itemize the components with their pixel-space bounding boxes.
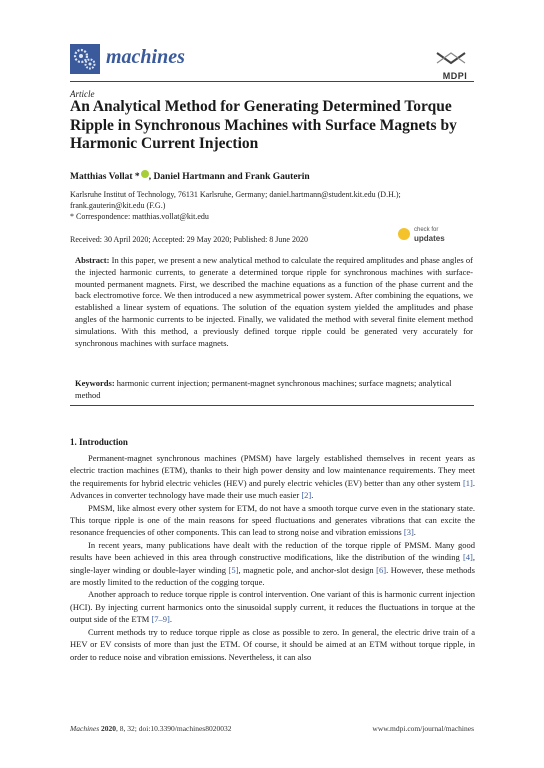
paragraph: Current methods try to reduce torque ripple as close as possible to zero. In general, the electric drive train of a HEV or EV consists of more than just the ETM. Of course, it should be aimed at an ETM without torque ripple, in order to reduce noise and vibration emissions. Nevertheless, it can also — [70, 626, 475, 662]
journal-url[interactable]: www.mdpi.com/journal/machines — [372, 724, 474, 733]
check-updates-line1: check for — [414, 227, 439, 233]
abstract-text: In this paper, we present a new analytical method to calculate the required amplitudes and phase angles of the injected harmonic currents, to generate a determined torque ripple for synchronous machines with surface-mounted permanent magnets. First, we described the machine equations as a function of the phase current and the back electromotive force. We then introduced a new asymmetrical power system. After combining the equations, we established a linear system of equations. The solution of the equation system yielded the amplitudes and phase angles of the harmonic currents to be injected. Finally, we validated the method with several finite element method simulations. With this method, a previously defined torque ripple could be generated very accurately for synchronous machines with surface magnets. — [75, 255, 473, 348]
orcid-icon[interactable] — [141, 170, 149, 178]
abstract-rule — [70, 405, 474, 406]
check-updates-line2: updates — [414, 234, 445, 243]
mdpi-mark-icon — [434, 50, 468, 66]
citation-footer — [70, 724, 231, 733]
publisher-name: MDPI — [442, 71, 468, 81]
article-type: Article — [70, 89, 95, 99]
section-heading: 1. Introduction — [70, 437, 128, 447]
co-authors: , Daniel Hartmann and Frank Gauterin — [148, 172, 310, 182]
citation-link[interactable]: [2] — [301, 490, 312, 501]
abstract — [75, 255, 473, 349]
paper-title: An Analytical Method for Generating Determined Torque Ripple in Synchronous Machines with Surface Magnets by Harmonic Current Injection — [70, 98, 457, 152]
keywords-text: harmonic current injection; permanent-magnet synchronous machines; surface magnets; analytical method — [75, 378, 452, 400]
mdpi-logo — [434, 50, 476, 81]
keywords — [75, 378, 473, 402]
citation-details: , 8, 32; doi:10.3390/machines8020032 — [116, 724, 232, 733]
corresponding-author: Matthias Vollat * — [70, 172, 140, 182]
citation-year: 2020 — [101, 724, 117, 733]
check-updates-icon — [398, 228, 410, 240]
keywords-label: Keywords: — [75, 378, 115, 388]
citation-link[interactable]: [3] — [403, 527, 414, 538]
citation-link[interactable]: [4] — [462, 552, 473, 563]
paragraph: Another approach to reduce torque ripple is control intervention. One variant of this is harmonic current injection (HCI). By injecting current harmonics onto the sinusoidal supply current, it reduces the fluctuations in torque at the output side of the ETM [7–9]. — [70, 589, 475, 625]
author-list — [70, 170, 310, 182]
section-body — [70, 452, 475, 663]
paragraph: Permanent-magnet synchronous machines (PMSM) have largely established themselves in recent years as electric traction machines (ETM), thanks to their high power density and low maintenance requirements. They meet the requirements for hybrid electric vehicles (HEV) and purely electric vehicles (EV) better than any other system [1]. Advances in converter technology have made their use much easier [2]. — [70, 453, 475, 501]
header-rule — [70, 81, 474, 82]
paragraph: PMSM, like almost every other system for ETM, do not have a smooth torque curve even in the stationary state. This torque ripple is one of the main reasons for speed fluctuations and generates vibrations that can excite the resonance frequencies of other components. This can lead to strong noise and vibration emissions [3]. — [70, 502, 475, 538]
affiliation: Karlsruhe Institut of Technology, 76131 Karlsruhe, Germany; daniel.hartmann@student.kit.edu (D.H.); frank.gauterin@kit.edu (F.G.) — [70, 190, 401, 210]
paragraph: In recent years, many publications have dealt with the reduction of the torque ripple of PMSM. Many good results have been achieved in this area through constructive modifications, like the distribution of the winding [4], single-layer winding or double-layer winding [5], magnetic pole, and anchor-slot design [6]. However, these methods are mostly limited to the reduction of the cogging torque. — [70, 539, 475, 588]
abstract-label: Abstract: — [75, 255, 110, 265]
journal-logo — [70, 44, 100, 74]
journal-name: machines — [106, 46, 185, 68]
correspondence: * Correspondence: matthias.vollat@kit.edu — [70, 212, 209, 221]
citation-link[interactable]: [6] — [376, 564, 387, 575]
gears-icon — [70, 44, 100, 74]
citation-link[interactable]: [5] — [228, 564, 239, 575]
citation-link[interactable]: [1] — [462, 477, 473, 488]
citation-journal: Machines — [70, 724, 100, 733]
publication-dates: Received: 30 April 2020; Accepted: 29 May 2020; Published: 8 June 2020 — [70, 235, 308, 244]
citation-link[interactable]: [7–9] — [151, 614, 170, 625]
